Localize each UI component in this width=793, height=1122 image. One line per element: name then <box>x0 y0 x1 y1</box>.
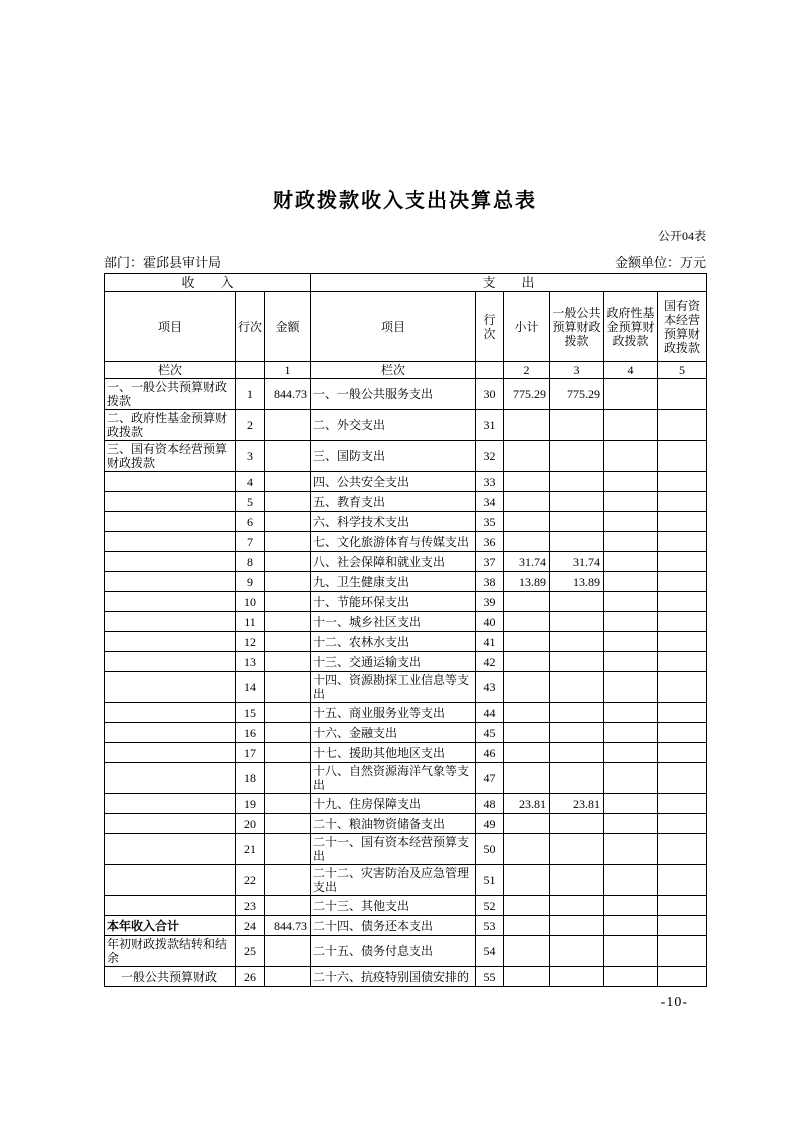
expense-subtotal-cell <box>504 441 550 472</box>
income-row-no-cell: 24 <box>236 916 265 936</box>
expense-row-no-cell: 43 <box>476 672 504 703</box>
expense-subtotal-cell <box>504 936 550 967</box>
expense-row-no-cell: 36 <box>476 532 504 552</box>
income-amount-cell <box>265 532 311 552</box>
expense-subtotal-cell <box>504 672 550 703</box>
expense-row-no-cell: 32 <box>476 441 504 472</box>
expense-general-budget-cell <box>550 512 604 532</box>
income-row-no-cell: 10 <box>236 592 265 612</box>
expense-item-cell: 九、卫生健康支出 <box>311 572 476 592</box>
expense-gov-fund-cell <box>604 441 658 472</box>
income-amount-cell <box>265 612 311 632</box>
income-amount-cell <box>265 652 311 672</box>
table-row <box>105 512 707 532</box>
expense-state-capital-cell <box>658 552 707 572</box>
col-index-5: 5 <box>658 362 707 379</box>
expense-row-no-cell: 31 <box>476 410 504 441</box>
expense-item-cell: 一、一般公共服务支出 <box>311 379 476 410</box>
income-amount-cell <box>265 512 311 532</box>
income-amount-cell <box>265 472 311 492</box>
income-row-no-cell: 9 <box>236 572 265 592</box>
expense-state-capital-cell <box>658 723 707 743</box>
income-amount-cell <box>265 814 311 834</box>
expense-state-capital-cell <box>658 865 707 896</box>
table-row <box>105 814 707 834</box>
table-row <box>105 834 707 865</box>
table-row <box>105 936 707 967</box>
expense-gov-fund-cell <box>604 916 658 936</box>
income-row-no-cell: 8 <box>236 552 265 572</box>
income-row-no-header: 行次 <box>236 292 265 362</box>
expense-gov-fund-cell <box>604 632 658 652</box>
expense-general-budget-cell: 775.29 <box>550 379 604 410</box>
state-capital-header: 国有资本经营预算财政拨款 <box>658 292 707 362</box>
expense-gov-fund-cell <box>604 967 658 987</box>
expense-row-no-cell: 44 <box>476 703 504 723</box>
expense-item-cell: 十六、金融支出 <box>311 723 476 743</box>
expense-gov-fund-cell <box>604 936 658 967</box>
expense-item-cell: 二十三、其他支出 <box>311 896 476 916</box>
table-row <box>105 865 707 896</box>
expense-gov-fund-cell <box>604 472 658 492</box>
expense-row-no-header: 行次 <box>476 292 504 362</box>
page-title: 财政拨款收入支出决算总表 <box>273 190 537 212</box>
expense-subtotal-cell <box>504 967 550 987</box>
expense-state-capital-cell <box>658 936 707 967</box>
income-item-cell <box>105 672 236 703</box>
income-amount-cell <box>265 410 311 441</box>
general-budget-header: 一般公共预算财政拨款 <box>550 292 604 362</box>
expense-state-capital-cell <box>658 592 707 612</box>
expense-gov-fund-cell <box>604 592 658 612</box>
expense-row-no-cell: 30 <box>476 379 504 410</box>
expense-subtotal-cell <box>504 532 550 552</box>
expense-item-cell: 十七、援助其他地区支出 <box>311 743 476 763</box>
income-item-cell: 三、国有资本经营预算财政拨款 <box>105 441 236 472</box>
income-row-no-cell: 2 <box>236 410 265 441</box>
table-row <box>105 632 707 652</box>
income-row-no-cell: 3 <box>236 441 265 472</box>
income-amount-cell <box>265 632 311 652</box>
expense-row-no-cell: 34 <box>476 492 504 512</box>
expense-row-no-cell: 54 <box>476 936 504 967</box>
expense-state-capital-cell <box>658 379 707 410</box>
expense-state-capital-cell <box>658 512 707 532</box>
expense-row-no-cell: 40 <box>476 612 504 632</box>
expense-gov-fund-cell <box>604 703 658 723</box>
column-header-row <box>105 292 707 362</box>
income-amount-cell: 844.73 <box>265 916 311 936</box>
expense-group-header: 支 出 <box>311 274 707 292</box>
expense-subtotal-cell <box>504 612 550 632</box>
expense-state-capital-cell <box>658 814 707 834</box>
expense-gov-fund-cell <box>604 512 658 532</box>
expense-general-budget-cell <box>550 492 604 512</box>
income-item-cell <box>105 552 236 572</box>
expense-general-budget-cell <box>550 814 604 834</box>
income-item-cell: 一、一般公共预算财政拨款 <box>105 379 236 410</box>
income-row-no-cell: 4 <box>236 472 265 492</box>
expense-gov-fund-cell <box>604 612 658 632</box>
expense-row-no-cell: 35 <box>476 512 504 532</box>
expense-gov-fund-cell <box>604 794 658 814</box>
income-row-no-cell: 17 <box>236 743 265 763</box>
expense-gov-fund-cell <box>604 743 658 763</box>
income-amount-cell <box>265 743 311 763</box>
income-row-no-cell: 12 <box>236 632 265 652</box>
table-row <box>105 472 707 492</box>
expense-state-capital-cell <box>658 743 707 763</box>
income-row-no-cell: 13 <box>236 652 265 672</box>
expense-state-capital-cell <box>658 472 707 492</box>
income-item-header: 项目 <box>105 292 236 362</box>
table-row <box>105 916 707 936</box>
expense-general-budget-cell <box>550 916 604 936</box>
income-amount-header: 金额 <box>265 292 311 362</box>
income-item-cell <box>105 532 236 552</box>
expense-general-budget-cell <box>550 592 604 612</box>
column-index-row <box>105 362 707 379</box>
income-amount-cell <box>265 672 311 703</box>
expense-row-no-cell: 41 <box>476 632 504 652</box>
expense-subtotal-cell: 13.89 <box>504 572 550 592</box>
income-row-no-cell: 20 <box>236 814 265 834</box>
expense-gov-fund-cell <box>604 763 658 794</box>
income-amount-cell <box>265 834 311 865</box>
expense-row-no-cell: 39 <box>476 592 504 612</box>
col-index-2: 2 <box>504 362 550 379</box>
expense-general-budget-cell <box>550 532 604 552</box>
expense-subtotal-cell <box>504 865 550 896</box>
expense-gov-fund-cell <box>604 552 658 572</box>
expense-subtotal-cell <box>504 512 550 532</box>
expense-item-cell: 十五、商业服务业等支出 <box>311 703 476 723</box>
expense-general-budget-cell <box>550 652 604 672</box>
expense-state-capital-cell <box>658 532 707 552</box>
income-item-cell: 年初财政拨款结转和结余 <box>105 936 236 967</box>
expense-subtotal-cell <box>504 592 550 612</box>
table-row <box>105 572 707 592</box>
income-row-no-cell: 25 <box>236 936 265 967</box>
expense-subtotal-cell: 775.29 <box>504 379 550 410</box>
income-row-no-cell: 16 <box>236 723 265 743</box>
income-group-header: 收 入 <box>105 274 311 292</box>
expense-gov-fund-cell <box>604 723 658 743</box>
expense-state-capital-cell <box>658 410 707 441</box>
expense-general-budget-cell <box>550 410 604 441</box>
table-row <box>105 794 707 814</box>
expense-row-no-cell: 52 <box>476 896 504 916</box>
income-item-cell <box>105 592 236 612</box>
income-item-cell <box>105 703 236 723</box>
income-amount-cell <box>265 723 311 743</box>
expense-general-budget-cell <box>550 441 604 472</box>
expense-gov-fund-cell <box>604 532 658 552</box>
expense-item-cell: 二十五、债务付息支出 <box>311 936 476 967</box>
expense-gov-fund-cell <box>604 896 658 916</box>
expense-subtotal-cell: 31.74 <box>504 552 550 572</box>
expense-general-budget-cell <box>550 896 604 916</box>
expense-gov-fund-cell <box>604 672 658 703</box>
form-number: 公开04表 <box>657 229 706 243</box>
expense-item-cell: 十九、住房保障支出 <box>311 794 476 814</box>
expense-subtotal-cell <box>504 703 550 723</box>
table-row <box>105 672 707 703</box>
income-row-no-cell: 18 <box>236 763 265 794</box>
expense-row-no-cell: 49 <box>476 814 504 834</box>
expense-subtotal-cell <box>504 492 550 512</box>
income-row-no-cell: 26 <box>236 967 265 987</box>
income-row-no-cell: 11 <box>236 612 265 632</box>
page-number: -10- <box>660 995 688 1010</box>
income-item-cell <box>105 896 236 916</box>
expense-state-capital-cell <box>658 652 707 672</box>
table-row <box>105 441 707 472</box>
budget-table <box>104 273 707 987</box>
expense-general-budget-cell <box>550 834 604 865</box>
income-item-cell <box>105 814 236 834</box>
income-row-no-cell: 1 <box>236 379 265 410</box>
expense-subtotal-cell <box>504 410 550 441</box>
income-amount-cell <box>265 967 311 987</box>
expense-item-cell: 三、国防支出 <box>311 441 476 472</box>
expense-general-budget-cell <box>550 743 604 763</box>
income-amount-cell <box>265 552 311 572</box>
income-row-no-cell: 5 <box>236 492 265 512</box>
expense-subtotal-cell <box>504 814 550 834</box>
income-lan-blank <box>236 362 265 379</box>
expense-lan-label: 栏次 <box>311 362 476 379</box>
expense-general-budget-cell: 23.81 <box>550 794 604 814</box>
expense-row-no-cell: 55 <box>476 967 504 987</box>
expense-state-capital-cell <box>658 967 707 987</box>
expense-general-budget-cell <box>550 672 604 703</box>
expense-subtotal-cell <box>504 723 550 743</box>
expense-general-budget-cell <box>550 967 604 987</box>
income-row-no-cell: 6 <box>236 512 265 532</box>
expense-general-budget-cell <box>550 865 604 896</box>
table-row <box>105 723 707 743</box>
expense-subtotal-cell <box>504 632 550 652</box>
subtotal-header: 小计 <box>504 292 550 362</box>
expense-subtotal-cell: 23.81 <box>504 794 550 814</box>
table-row <box>105 492 707 512</box>
expense-item-cell: 十二、农林水支出 <box>311 632 476 652</box>
expense-item-cell: 十一、城乡社区支出 <box>311 612 476 632</box>
expense-item-cell: 二、外交支出 <box>311 410 476 441</box>
expense-state-capital-cell <box>658 492 707 512</box>
income-item-cell <box>105 763 236 794</box>
expense-row-no-cell: 38 <box>476 572 504 592</box>
income-amount-cell <box>265 572 311 592</box>
expense-item-cell: 八、社会保障和就业支出 <box>311 552 476 572</box>
expense-state-capital-cell <box>658 794 707 814</box>
income-item-cell: 二、政府性基金预算财政拨款 <box>105 410 236 441</box>
col-index-4: 4 <box>604 362 658 379</box>
expense-subtotal-cell <box>504 834 550 865</box>
table-row <box>105 743 707 763</box>
table-row <box>105 703 707 723</box>
expense-item-cell: 十四、资源勘探工业信息等支出 <box>311 672 476 703</box>
expense-row-no-cell: 37 <box>476 552 504 572</box>
expense-subtotal-cell <box>504 652 550 672</box>
expense-general-budget-cell <box>550 472 604 492</box>
expense-item-cell: 二十四、债务还本支出 <box>311 916 476 936</box>
table-row <box>105 592 707 612</box>
expense-general-budget-cell <box>550 632 604 652</box>
expense-item-cell: 十、节能环保支出 <box>311 592 476 612</box>
col-index-1: 1 <box>265 362 311 379</box>
income-amount-cell <box>265 492 311 512</box>
income-item-cell <box>105 512 236 532</box>
expense-gov-fund-cell <box>604 834 658 865</box>
income-item-cell <box>105 723 236 743</box>
income-amount-cell <box>265 592 311 612</box>
expense-row-no-cell: 47 <box>476 763 504 794</box>
unit-label: 金额单位：万元 <box>614 255 706 270</box>
income-item-cell <box>105 612 236 632</box>
table-row <box>105 652 707 672</box>
income-item-cell <box>105 865 236 896</box>
income-row-no-cell: 21 <box>236 834 265 865</box>
expense-item-cell: 六、科学技术支出 <box>311 512 476 532</box>
expense-gov-fund-cell <box>604 572 658 592</box>
expense-item-cell: 二十二、灾害防治及应急管理支出 <box>311 865 476 896</box>
income-row-no-cell: 22 <box>236 865 265 896</box>
table-row <box>105 763 707 794</box>
income-amount-cell <box>265 763 311 794</box>
expense-item-cell: 二十、粮油物资储备支出 <box>311 814 476 834</box>
income-amount-cell <box>265 896 311 916</box>
table-row <box>105 552 707 572</box>
table-row <box>105 379 707 410</box>
income-item-cell <box>105 632 236 652</box>
department-label: 部门：霍邱县审计局 <box>104 255 222 270</box>
meta-row <box>104 252 706 271</box>
expense-item-cell: 四、公共安全支出 <box>311 472 476 492</box>
income-item-cell <box>105 794 236 814</box>
expense-row-no-cell: 33 <box>476 472 504 492</box>
income-item-cell <box>105 834 236 865</box>
table-row <box>105 612 707 632</box>
expense-row-no-cell: 51 <box>476 865 504 896</box>
expense-gov-fund-cell <box>604 814 658 834</box>
income-item-cell <box>105 652 236 672</box>
expense-state-capital-cell <box>658 612 707 632</box>
expense-state-capital-cell <box>658 441 707 472</box>
expense-row-no-cell: 48 <box>476 794 504 814</box>
expense-state-capital-cell <box>658 632 707 652</box>
income-amount-cell <box>265 794 311 814</box>
expense-general-budget-cell <box>550 763 604 794</box>
expense-state-capital-cell <box>658 916 707 936</box>
col-index-3: 3 <box>550 362 604 379</box>
expense-item-cell: 十八、自然资源海洋气象等支出 <box>311 763 476 794</box>
expense-item-cell: 十三、交通运输支出 <box>311 652 476 672</box>
expense-general-budget-cell: 13.89 <box>550 572 604 592</box>
income-item-cell <box>105 572 236 592</box>
expense-item-header: 项目 <box>311 292 476 362</box>
expense-general-budget-cell <box>550 612 604 632</box>
table-row <box>105 967 707 987</box>
table-row <box>105 532 707 552</box>
expense-state-capital-cell <box>658 763 707 794</box>
group-header-row <box>105 274 707 292</box>
expense-gov-fund-cell <box>604 652 658 672</box>
expense-item-cell: 五、教育支出 <box>311 492 476 512</box>
income-amount-cell <box>265 703 311 723</box>
expense-state-capital-cell <box>658 834 707 865</box>
expense-subtotal-cell <box>504 472 550 492</box>
income-item-cell: 一般公共预算财政 <box>105 967 236 987</box>
expense-item-cell: 二十一、国有资本经营预算支出 <box>311 834 476 865</box>
income-amount-cell <box>265 441 311 472</box>
expense-gov-fund-cell <box>604 492 658 512</box>
income-amount-cell: 844.73 <box>265 379 311 410</box>
expense-lan-blank <box>476 362 504 379</box>
expense-state-capital-cell <box>658 703 707 723</box>
expense-state-capital-cell <box>658 572 707 592</box>
income-item-cell <box>105 743 236 763</box>
expense-general-budget-cell <box>550 723 604 743</box>
expense-subtotal-cell <box>504 896 550 916</box>
expense-row-no-cell: 53 <box>476 916 504 936</box>
income-item-cell <box>105 472 236 492</box>
expense-subtotal-cell <box>504 743 550 763</box>
expense-row-no-cell: 46 <box>476 743 504 763</box>
income-row-no-cell: 19 <box>236 794 265 814</box>
expense-general-budget-cell <box>550 703 604 723</box>
expense-general-budget-cell: 31.74 <box>550 552 604 572</box>
expense-general-budget-cell <box>550 936 604 967</box>
expense-state-capital-cell <box>658 896 707 916</box>
income-row-no-cell: 23 <box>236 896 265 916</box>
expense-item-cell: 七、文化旅游体育与传媒支出 <box>311 532 476 552</box>
expense-item-cell: 二十六、抗疫特别国债安排的 <box>311 967 476 987</box>
expense-row-no-cell: 42 <box>476 652 504 672</box>
table-row <box>105 896 707 916</box>
expense-subtotal-cell <box>504 763 550 794</box>
income-item-cell: 本年收入合计 <box>105 916 236 936</box>
income-row-no-cell: 7 <box>236 532 265 552</box>
income-amount-cell <box>265 865 311 896</box>
table-body <box>105 379 707 987</box>
expense-row-no-cell: 50 <box>476 834 504 865</box>
table-row <box>105 410 707 441</box>
expense-gov-fund-cell <box>604 410 658 441</box>
expense-row-no-cell: 45 <box>476 723 504 743</box>
gov-fund-header: 政府性基金预算财政拨款 <box>604 292 658 362</box>
income-row-no-cell: 15 <box>236 703 265 723</box>
income-item-cell <box>105 492 236 512</box>
expense-subtotal-cell <box>504 916 550 936</box>
income-amount-cell <box>265 936 311 967</box>
expense-state-capital-cell <box>658 672 707 703</box>
income-lan-label: 栏次 <box>105 362 236 379</box>
expense-gov-fund-cell <box>604 379 658 410</box>
expense-gov-fund-cell <box>604 865 658 896</box>
income-row-no-cell: 14 <box>236 672 265 703</box>
